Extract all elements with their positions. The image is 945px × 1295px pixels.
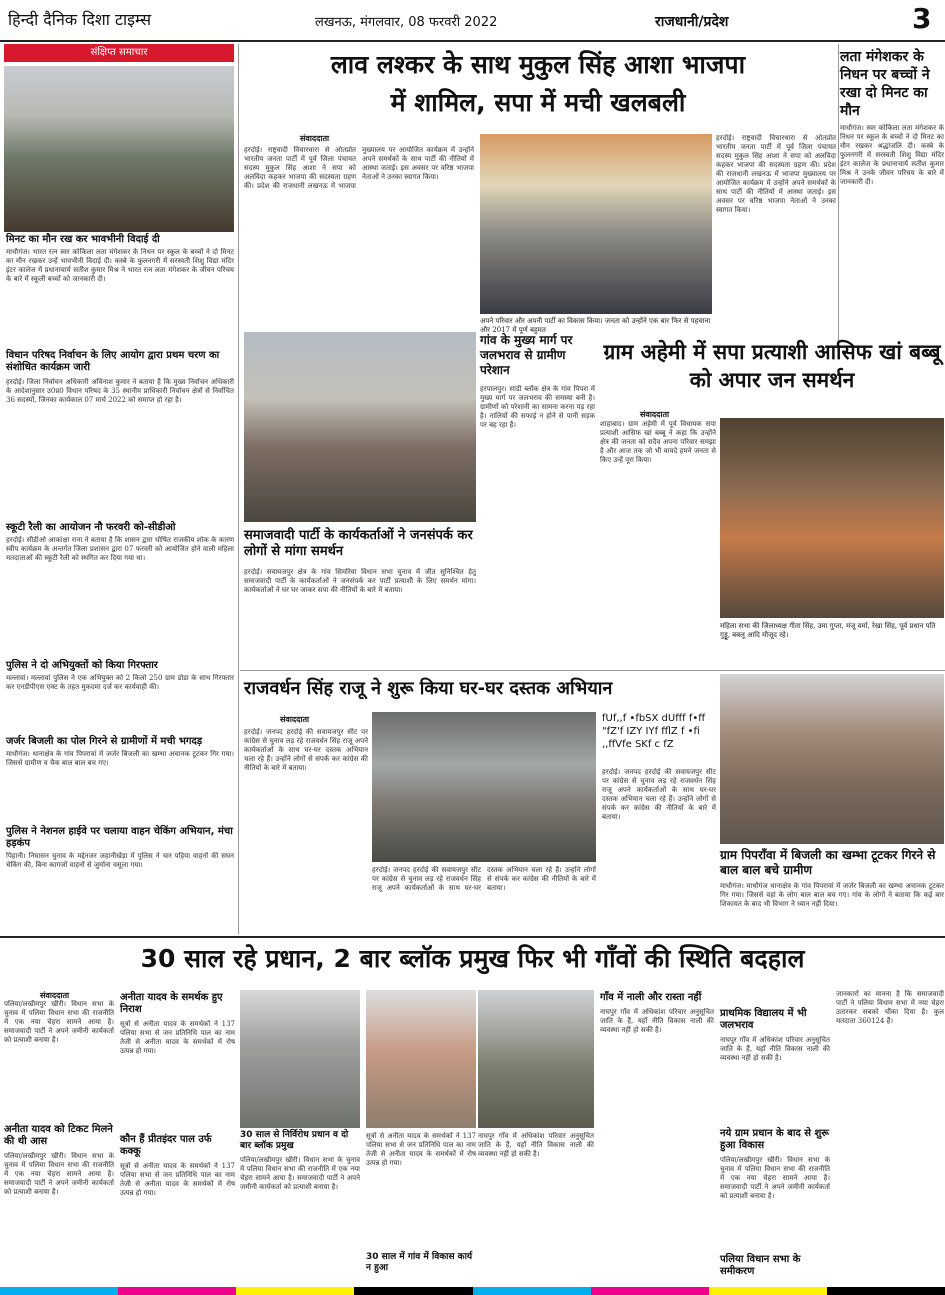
bottom-photo-temple — [366, 990, 476, 1128]
lead-body-cont: हरदोई। राष्ट्रवादी विचारधारा से ओतप्रोत भारतीय जनता पार्टी में पूर्व जिला पंचायत सदस्य मुकुल सिंह आशा ने सपा को अलविदा कहकर भाजपा की सदस्यता ग्रहण की। प्रदेश की राजधानी लखनऊ में भाजपा मुख्यालय पर आयोजित कार्यक्रम में उन्होंने अपने समर्थकों के साथ पार्टी की नीतियों में आस्था जताई। इस अवसर पर वरिष्ठ भाजपा नेताओं ने उनका स्वागत किया। — [716, 134, 836, 214]
bottom-col7-body: जानकारों का मानना है कि समाजवादी पार्टी ने पलिया विधान सभा में नया चेहरा उतारकर सबको चौंका दिया है। कुल मतदाता 360124 हैं। — [836, 990, 944, 1025]
brief-headline-3: स्कूटी रैली का आयोजन नौ फरवरी को-सीडीओ — [6, 522, 176, 533]
bottom-col2-sub2: कौन हैं प्रीतइंदर पाल उर्फ कक्कू — [120, 1134, 212, 1157]
sp-photo — [244, 332, 476, 522]
bottom-rule — [0, 936, 945, 938]
brief-headline-4: पुलिस ने दो अभियुक्तों को किया गिरफ्तार — [6, 660, 158, 671]
bottom-col6-body-2: पलिया/लखीमपुर खीरी। विधान सभा के चुनाव में पलिया विधान सभा की राजनीति में एक नया चेहरा सामने आया है। समाजवादी पार्टी ने अपने जमीनी कार्यकर्ता को प्रत्याशी बनाया है। — [720, 1156, 830, 1200]
rajvardhan-headline: राजवर्धन सिंह राजू ने शुरू किया घर-घर दस्तक अभियान — [244, 678, 613, 699]
brief-label: संक्षिप्त समाचार — [4, 44, 234, 62]
asif-headline: ग्राम अहेमी में सपा प्रत्याशी आसिफ खां बब्बू को अपार जन समर्थन — [603, 340, 941, 392]
brief-body-1: माधौगंज। भारत रत्न स्वर कोकिला लता मंगेशकर के निधन पर स्कूल के बच्चों ने दो मिनट का मौन रखकर उन्हें भावभीनी विदाई दी। कस्बे के फुलनगरी में सरस्वती शिशु विद्या मंदिर इंटर कालेज में प्रधानाचार्य सतीश कुमार मिश्र ने भारत रत्न लता मंगेशकर के जीवन परिचय के बारे में स्कूली बच्चों को जानकारी दी। — [6, 248, 234, 283]
bottom-col4b-body: नाघपुर गाँव में अधिकांश परिवार अनुसूचित जाति के हैं, यहाँ नीति विकास नाली की व्यवस्था नहीं हो सकी है। — [478, 1132, 594, 1158]
bottom-col4-caption: 30 साल में गांव में विकास कार्य न हुआ — [366, 1252, 473, 1273]
brief-body-4: मल्लावां। मल्लावां पुलिस ने एक अभियुक्त को 2 किलो 250 ग्राम डोडा के साथ गिरफ्तार कर एनडीपीएस एक्ट के तहत मुकदमा दर्ज कर कार्यवाही की। — [6, 674, 234, 691]
rajvardhan-byline: संवाददाता — [280, 715, 310, 724]
lead-photo-caption: अपने परिवार और अपनी पार्टी का विकास किया। जनता को उन्होंने एक बार फिर से पहचाना और 2017 में पूर्ण बहुमत — [480, 317, 711, 334]
color-bar — [0, 1287, 945, 1295]
asif-photo — [720, 418, 944, 618]
page-number: 3 — [912, 2, 932, 35]
brief-body-5: माधौगंज। थानाक्षेत्र के गांव पिपरावां में जर्जर बिजली का खम्भा अचानक टूटकर गिर गया। जिससे ग्रामीण व चैक बाल बाल बच गए। — [6, 750, 234, 767]
bottom-col4-body: सूत्रों से अनीता यादव के समर्थकों ने 137 पलिया सभा से जन प्रतिनिधि पाल का नाम तेजी से अनीता यादव के समर्थकों में रोष उत्पन्न हो गया। — [366, 1132, 476, 1167]
section-name: राजधानी/प्रदेश — [655, 14, 729, 30]
color-swatch — [591, 1287, 709, 1295]
bottom-col5-body: नाघपुर गाँव में अधिकांश परिवार अनुसूचित जाति के हैं, यहाँ नीति विकास नाली की व्यवस्था नहीं हो सकी है। — [600, 1008, 714, 1034]
bottom-col3-caption: 30 साल से निर्विरोध प्रधान व दो बार ब्लॉक प्रमुख — [240, 1130, 349, 1151]
rajvardhan-body-2: हरदोई। जनपद हरदोई की सवायजपुर सीट पर कांग्रेस से चुनाव लड़ रहे राजवर्धन सिंह राजू अपने कार्यकर्ताओं के साथ घर-घर दस्तक अभियान चला रहे हैं। उन्होंने लोगों से संपर्क कर कांग्रेस की नीतियों के बारे में बताया। — [602, 768, 716, 821]
bottom-col1-body: पलिया/लखीमपुर खीरी। विधान सभा के चुनाव में पलिया विधान सभा की राजनीति में एक नया चेहरा सामने आया है। समाजवादी पार्टी ने अपने जमीनी कार्यकर्ता को प्रत्याशी बनाया है। — [4, 1000, 114, 1044]
color-swatch — [473, 1287, 591, 1295]
asif-body: शाहाबाद। ग्राम अहेमी में पूर्व विधायक सपा प्रत्याशी आसिफ खां बब्बू ने कहा कि उन्होंने क्षेत्र की जनता को सदैव अपना परिवार समझा है और आज तक जो भी वायदे हमने जनता से किए उन्हें पूरा किया। — [600, 420, 716, 464]
garbled-text: fUf,,f •fbSX dUfff f•ff "fZ'f IZY IYf fflZ f •fi ,,ffVfe SKf c fZ — [602, 713, 706, 750]
rajvardhan-photo — [372, 712, 596, 862]
page-header — [0, 0, 945, 42]
dateline: लखनऊ, मंगलवार, 08 फरवरी 2022 — [315, 15, 498, 30]
color-swatch — [236, 1287, 354, 1295]
bottom-col2-sub: अनीता यादव के समर्थक हुए निराश — [120, 992, 223, 1015]
brief-headline-5: जर्जर बिजली का पोल गिरने से ग्रामीणों में मची भगदड़ — [6, 736, 203, 747]
brief-headline-6: पुलिस ने नेशनल हाईवे पर चलाया वाहन चेकिंग अभियान, मंचा हड़कंप — [6, 826, 233, 849]
sp-body: हरदोई। सवायजपुर क्षेत्र के गांव सिमरिया विधान सभा चुनाव में जीत सुनिश्चित हेतु समाजवादी पार्टी के कार्यकर्ताओं ने जनसंपर्क कर पार्टी प्रत्याशी के लिए समर्थन मांगा। कार्यकर्ताओं ने घर घर जाकर सपा की नीतियों के बारे में बताया। — [244, 568, 476, 594]
bottom-col3-body: पलिया/लखीमपुर खीरी। विधान सभा के चुनाव में पलिया विधान सभा की राजनीति में एक नया चेहरा सामने आया है। समाजवादी पार्टी ने अपने जमीनी कार्यकर्ता को प्रत्याशी बनाया है। — [240, 1156, 360, 1191]
paper-name: हिन्दी दैनिक दिशा टाइम्स — [8, 10, 152, 29]
brief-headline-2: विधान परिषद निर्वाचन के लिए आयोग द्वारा प्रथम चरण का संशोधित कार्यक्रम जारी — [6, 350, 220, 373]
rajvardhan-body-cont: हरदोई। जनपद हरदोई की सवायजपुर सीट पर कांग्रेस से चुनाव लड़ रहे राजवर्धन सिंह राजू अपने कार्यकर्ताओं के साथ घर-घर दस्तक अभियान चला रहे हैं। उन्होंने लोगों से संपर्क कर कांग्रेस की नीतियों के बारे में बताया। — [372, 866, 596, 892]
bottom-col2-body: सूत्रों से अनीता यादव के समर्थकों ने 137 पलिया सभा से जन प्रतिनिधि पाल का नाम तेजी से अनीता यादव के समर्थकों में रोष उत्पन्न हो गया। — [120, 1020, 235, 1055]
color-swatch — [827, 1287, 945, 1295]
brief-headline-1: मिनट का मौन रख कर भावभीनी विदाई दी — [6, 234, 160, 245]
bottom-banner-headline: 30 साल रहे प्रधान, 2 बार ब्लॉक प्रमुख फिर भी गाँवों की स्थिति बदहाल — [140, 944, 805, 973]
brief-body-6: पिहानी। निघासन चुनाव के मद्देनजर जहानीखेड़ा में पुलिस ने चार पहिया वाहनों की सघन चेकिंग की, बिना कागजों वाहनों से जुर्माना वसूला गया। — [6, 852, 234, 869]
col-rule — [238, 44, 239, 934]
bottom-photo-lane — [240, 990, 360, 1128]
bottom-photo-field — [478, 990, 594, 1128]
lead-headline-2: में शामिल, सपा में मची खलबली — [390, 88, 686, 117]
brief-body-2: हरदोई। जिला निर्वाचन अधिकारी अविनाश कुमार ने बताया है कि मुख्य निर्वाचन अधिकारी के आदेशानुसार उ0प्र0 विधान परिषद के 35 स्थानीय प्राधिकारी निर्वाचन क्षेत्रों से निर्वाचित 36 सदस्यों, जिनका कार्यकाल 07 मार्च 2022 को समाप्त हो रहा है। — [6, 378, 234, 404]
lead-byline: संवाददाता — [300, 134, 330, 143]
lead-body: हरदोई। राष्ट्रवादी विचारधारा से ओतप्रोत भारतीय जनता पार्टी में पूर्व जिला पंचायत सदस्य मुकुल सिंह आशा ने सपा को अलविदा कहकर भाजपा की सदस्यता ग्रहण की। प्रदेश की राजधानी लखनऊ में भाजपा मुख्यालय पर आयोजित कार्यक्रम में उन्होंने अपने समर्थकों के साथ पार्टी की नीतियों में आस्था जताई। इस अवसर पर वरिष्ठ भाजपा नेताओं ने उनका स्वागत किया। — [244, 146, 474, 190]
bottom-col2-body-2: सूत्रों से अनीता यादव के समर्थकों ने 137 पलिया सभा से जन प्रतिनिधि पाल का नाम तेजी से अनीता यादव के समर्थकों में रोष उत्पन्न हो गया। — [120, 1162, 235, 1197]
bottom-col1-body-2: पलिया/लखीमपुर खीरी। विधान सभा के चुनाव में पलिया विधान सभा की राजनीति में एक नया चेहरा सामने आया है। समाजवादी पार्टी ने अपने जमीनी कार्यकर्ता को प्रत्याशी बनाया है। — [4, 1152, 114, 1196]
asif-byline: संवाददाता — [640, 410, 670, 419]
color-swatch — [709, 1287, 827, 1295]
rajvardhan-body: हरदोई। जनपद हरदोई की सवायजपुर सीट पर कांग्रेस से चुनाव लड़ रहे राजवर्धन सिंह राजू अपने कार्यकर्ताओं के साथ घर-घर दस्तक अभियान चला रहे हैं। उन्होंने लोगों से संपर्क कर कांग्रेस की नीतियों के बारे में बताया। — [244, 728, 368, 772]
pipranwa-photo — [720, 674, 944, 844]
color-swatch — [354, 1287, 472, 1295]
brief-photo — [4, 66, 234, 232]
lead-headline-1: लाव लश्कर के साथ मुकुल सिंह आशा भाजपा — [330, 50, 746, 79]
lata-body: माधौगंज। स्वर कोकिला लता मंगेशकर के निधन पर स्कूल के बच्चों ने दो मिनट का मौन रखकर श्रद्धांजलि दी। कस्बे के फुलनगरी में सरस्वती शिशु विद्या मंदिर इंटर कालेज के प्रधानाचार्य सतीश कुमार मिश्र ने उनके जीवन परिचय के बारे में जानकारी दी। — [840, 124, 944, 186]
pipranwa-body: माधौगंज। माधौगंज थानाक्षेत्र के गांव पिपरावां में जर्जर बिजली का खम्भा अचानक टूटकर गिर गया। जिससे वहां के लोग बाल बाल बच गए। गांव के लोगों ने बताया कि कई बार शिकायत के बाद भी विभाग ने ध्यान नहीं दिया। — [720, 882, 944, 908]
color-swatch — [118, 1287, 236, 1295]
bottom-col1-sub: अनीता यादव को टिकट मिलने की थी आस — [4, 1124, 113, 1147]
row-rule — [240, 670, 945, 671]
bottom-col6-sub3: पलिया विधान सभा के समीकरण — [720, 1254, 801, 1277]
bottom-col5-sub: गाँव में नाली और रास्ता नहीं — [600, 992, 702, 1003]
bottom-col6-sub: प्राथमिक विद्यालय में भी जलभराव — [720, 1008, 807, 1031]
bottom-col6-sub2: नये ग्राम प्रधान के बाद से शुरू हुआ विकास — [720, 1128, 830, 1151]
water-body: हरपालपुर। सांडी ब्लॉक क्षेत्र के गांव पिपरा में मुख्य मार्ग पर जलभराव की समस्या बनी है। ग्रामीणों को परेशानी का सामना करना पड़ रहा है। नालियों की सफाई न होने से पानी सड़क पर बह रहा है। — [480, 385, 595, 429]
col-rule — [838, 44, 839, 344]
bottom-col6-body: नाघपुर गाँव में अधिकांश परिवार अनुसूचित जाति के हैं, यहाँ नीति विकास नाली की व्यवस्था नहीं हो सकी है। — [720, 1036, 830, 1062]
lata-headline: लता मंगेशकर के निधन पर बच्चों ने रखा दो मिनट का मौन — [840, 49, 930, 119]
lead-photo — [480, 134, 712, 314]
bottom-byline: संवाददाता — [40, 991, 70, 1000]
color-swatch — [0, 1287, 118, 1295]
water-headline: गांव के मुख्य मार्ग पर जलभराव से ग्रामीण परेशान — [480, 333, 573, 377]
brief-body-3: हरदोई। सीडीओ आकांक्षा राना ने बताया है कि शासन द्वारा घोषित राजकीय शोक के कारण स्वीप कार्यक्रम के अन्तर्गत जिला प्रशासन द्वारा 07 फरवरी को आयोजित होने वाली महिला मतदाताओं की स्कूटी रैली को स्थगित कर दिया गया था। — [6, 536, 234, 562]
sp-headline: समाजवादी पार्टी के कार्यकर्ताओं ने जनसंपर्क कर लोगों से मांगा समर्थन — [244, 528, 473, 559]
asif-photo-caption: महिला सभा की जिलाध्यक्ष गीता सिंह, उमा गुप्ता, मंजू वर्मा, रेखा सिंह, पूर्व प्रधान पति गुड्डू, बबलू आदि मौजूद रहे। — [720, 622, 936, 639]
pipranwa-headline: ग्राम पिपराँवा में बिजली का खम्भा टूटकर गिरने से बाल बाल बचे ग्रामीण — [720, 848, 936, 877]
